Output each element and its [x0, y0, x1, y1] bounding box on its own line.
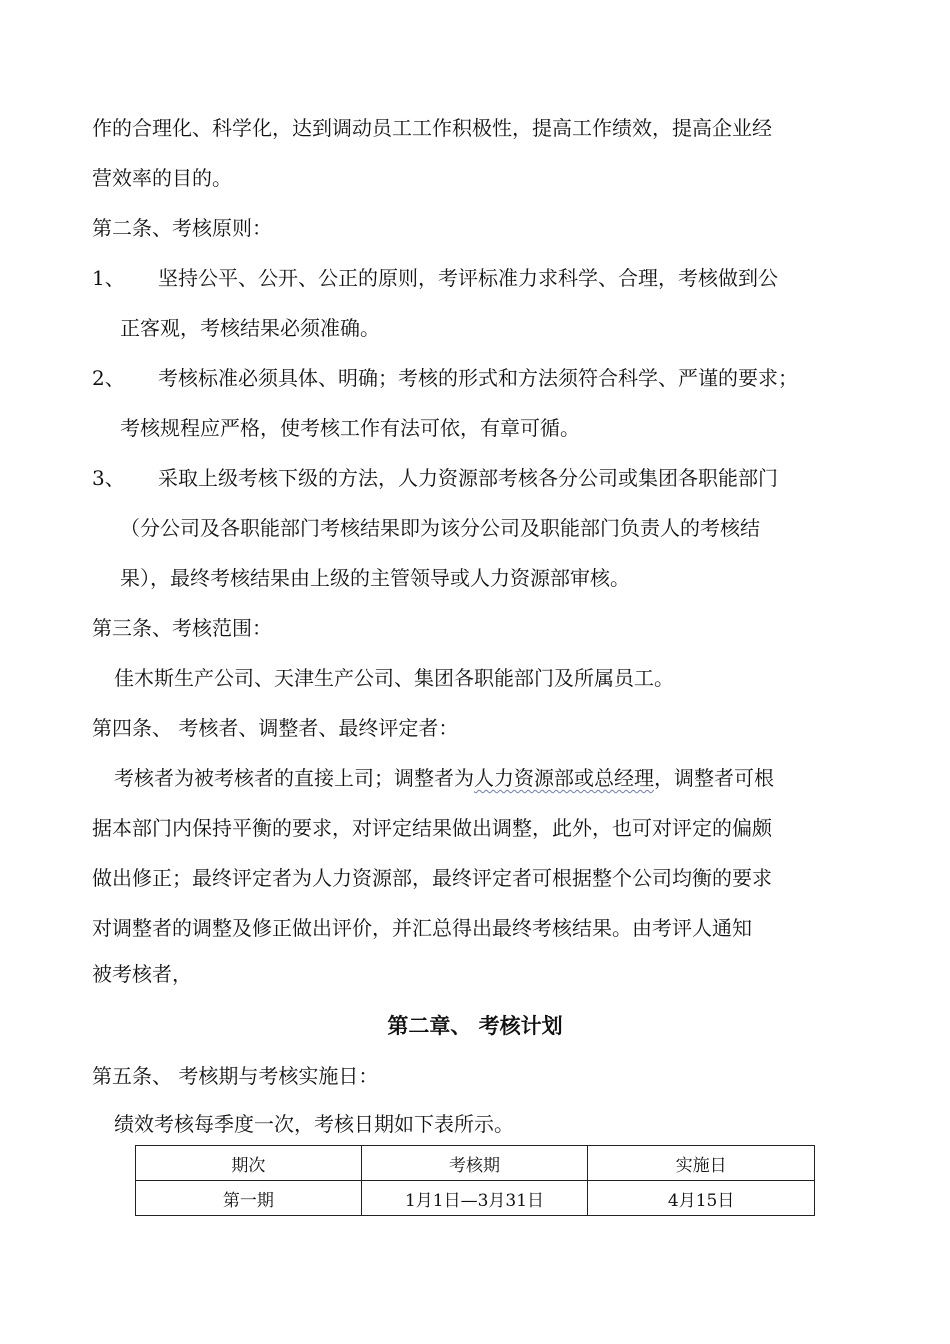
list-item-2-line: 考核标准必须具体、明确；考核的形式和方法须符合科学、严谨的要求； [158, 366, 798, 390]
article-5-body: 绩效考核每季度一次，考核日期如下表所示。 [114, 1112, 514, 1136]
list-item-3-line: 果），最终考核结果由上级的主管领导或人力资源部审核。 [120, 566, 630, 590]
article-4-title: 第四条、 考核者、调整者、最终评定者： [92, 716, 459, 740]
list-number-3: 3、 [92, 466, 125, 490]
chapter-heading: 第二章、 考核计划 [387, 1014, 563, 1038]
list-item-1-line: 坚持公平、公开、公正的原则，考评标准力求科学、合理，考核做到公 [158, 266, 778, 290]
article-4-line [114, 764, 774, 792]
list-item-3-line: （分公司及各职能部门考核结果即为该分公司及职能部门负责人的考核结 [120, 516, 760, 540]
article-4-line: 被考核者， [92, 962, 192, 986]
paragraph-line: 营效率的目的。 [92, 166, 232, 190]
article-5-title: 第五条、 考核期与考核实施日： [92, 1064, 379, 1088]
table-header-cell: 实施日 [588, 1146, 815, 1181]
article-3-title: 第三条、考核范围： [92, 616, 272, 640]
list-number-1: 1、 [92, 266, 125, 290]
table-cell: 4月15日 [588, 1181, 815, 1216]
article-2-title: 第二条、考核原则： [92, 216, 272, 240]
paragraph-line: 作的合理化、科学化，达到调动员工工作积极性，提高工作绩效，提高企业经 [92, 116, 772, 140]
spellcheck-underlined-text: 人力资源部或总经理 [474, 766, 654, 790]
list-item-3-line: 采取上级考核下级的方法，人力资源部考核各分公司或集团各职能部门 [158, 466, 778, 490]
article-3-body: 佳木斯生产公司、天津生产公司、集团各职能部门及所属员工。 [114, 666, 674, 690]
schedule-table [135, 1145, 815, 1216]
article-4-line: 据本部门内保持平衡的要求，对评定结果做出调整，此外，也可对评定的偏颇 [92, 816, 772, 840]
article-4-line: 做出修正；最终评定者为人力资源部，最终评定者可根据整个公司均衡的要求 [92, 866, 772, 890]
article-4-line: 对调整者的调整及修正做出评价，并汇总得出最终考核结果。由考评人通知 [92, 916, 752, 940]
article-4-text: 考核者为被考核者的直接上司；调整者为 [114, 766, 474, 790]
list-item-2-line: 考核规程应严格，使考核工作有法可依，有章可循。 [120, 416, 580, 440]
table-row [136, 1181, 815, 1216]
list-number-2: 2、 [92, 366, 125, 390]
list-item-1-line: 正客观，考核结果必须准确。 [120, 316, 380, 340]
table-header-cell: 期次 [136, 1146, 362, 1181]
table-cell: 第一期 [136, 1181, 362, 1216]
table-header-row [136, 1146, 815, 1181]
table-cell: 1月1日—3月31日 [361, 1181, 588, 1216]
article-4-text: ，调整者可根 [654, 766, 774, 790]
table-header-cell: 考核期 [361, 1146, 588, 1181]
